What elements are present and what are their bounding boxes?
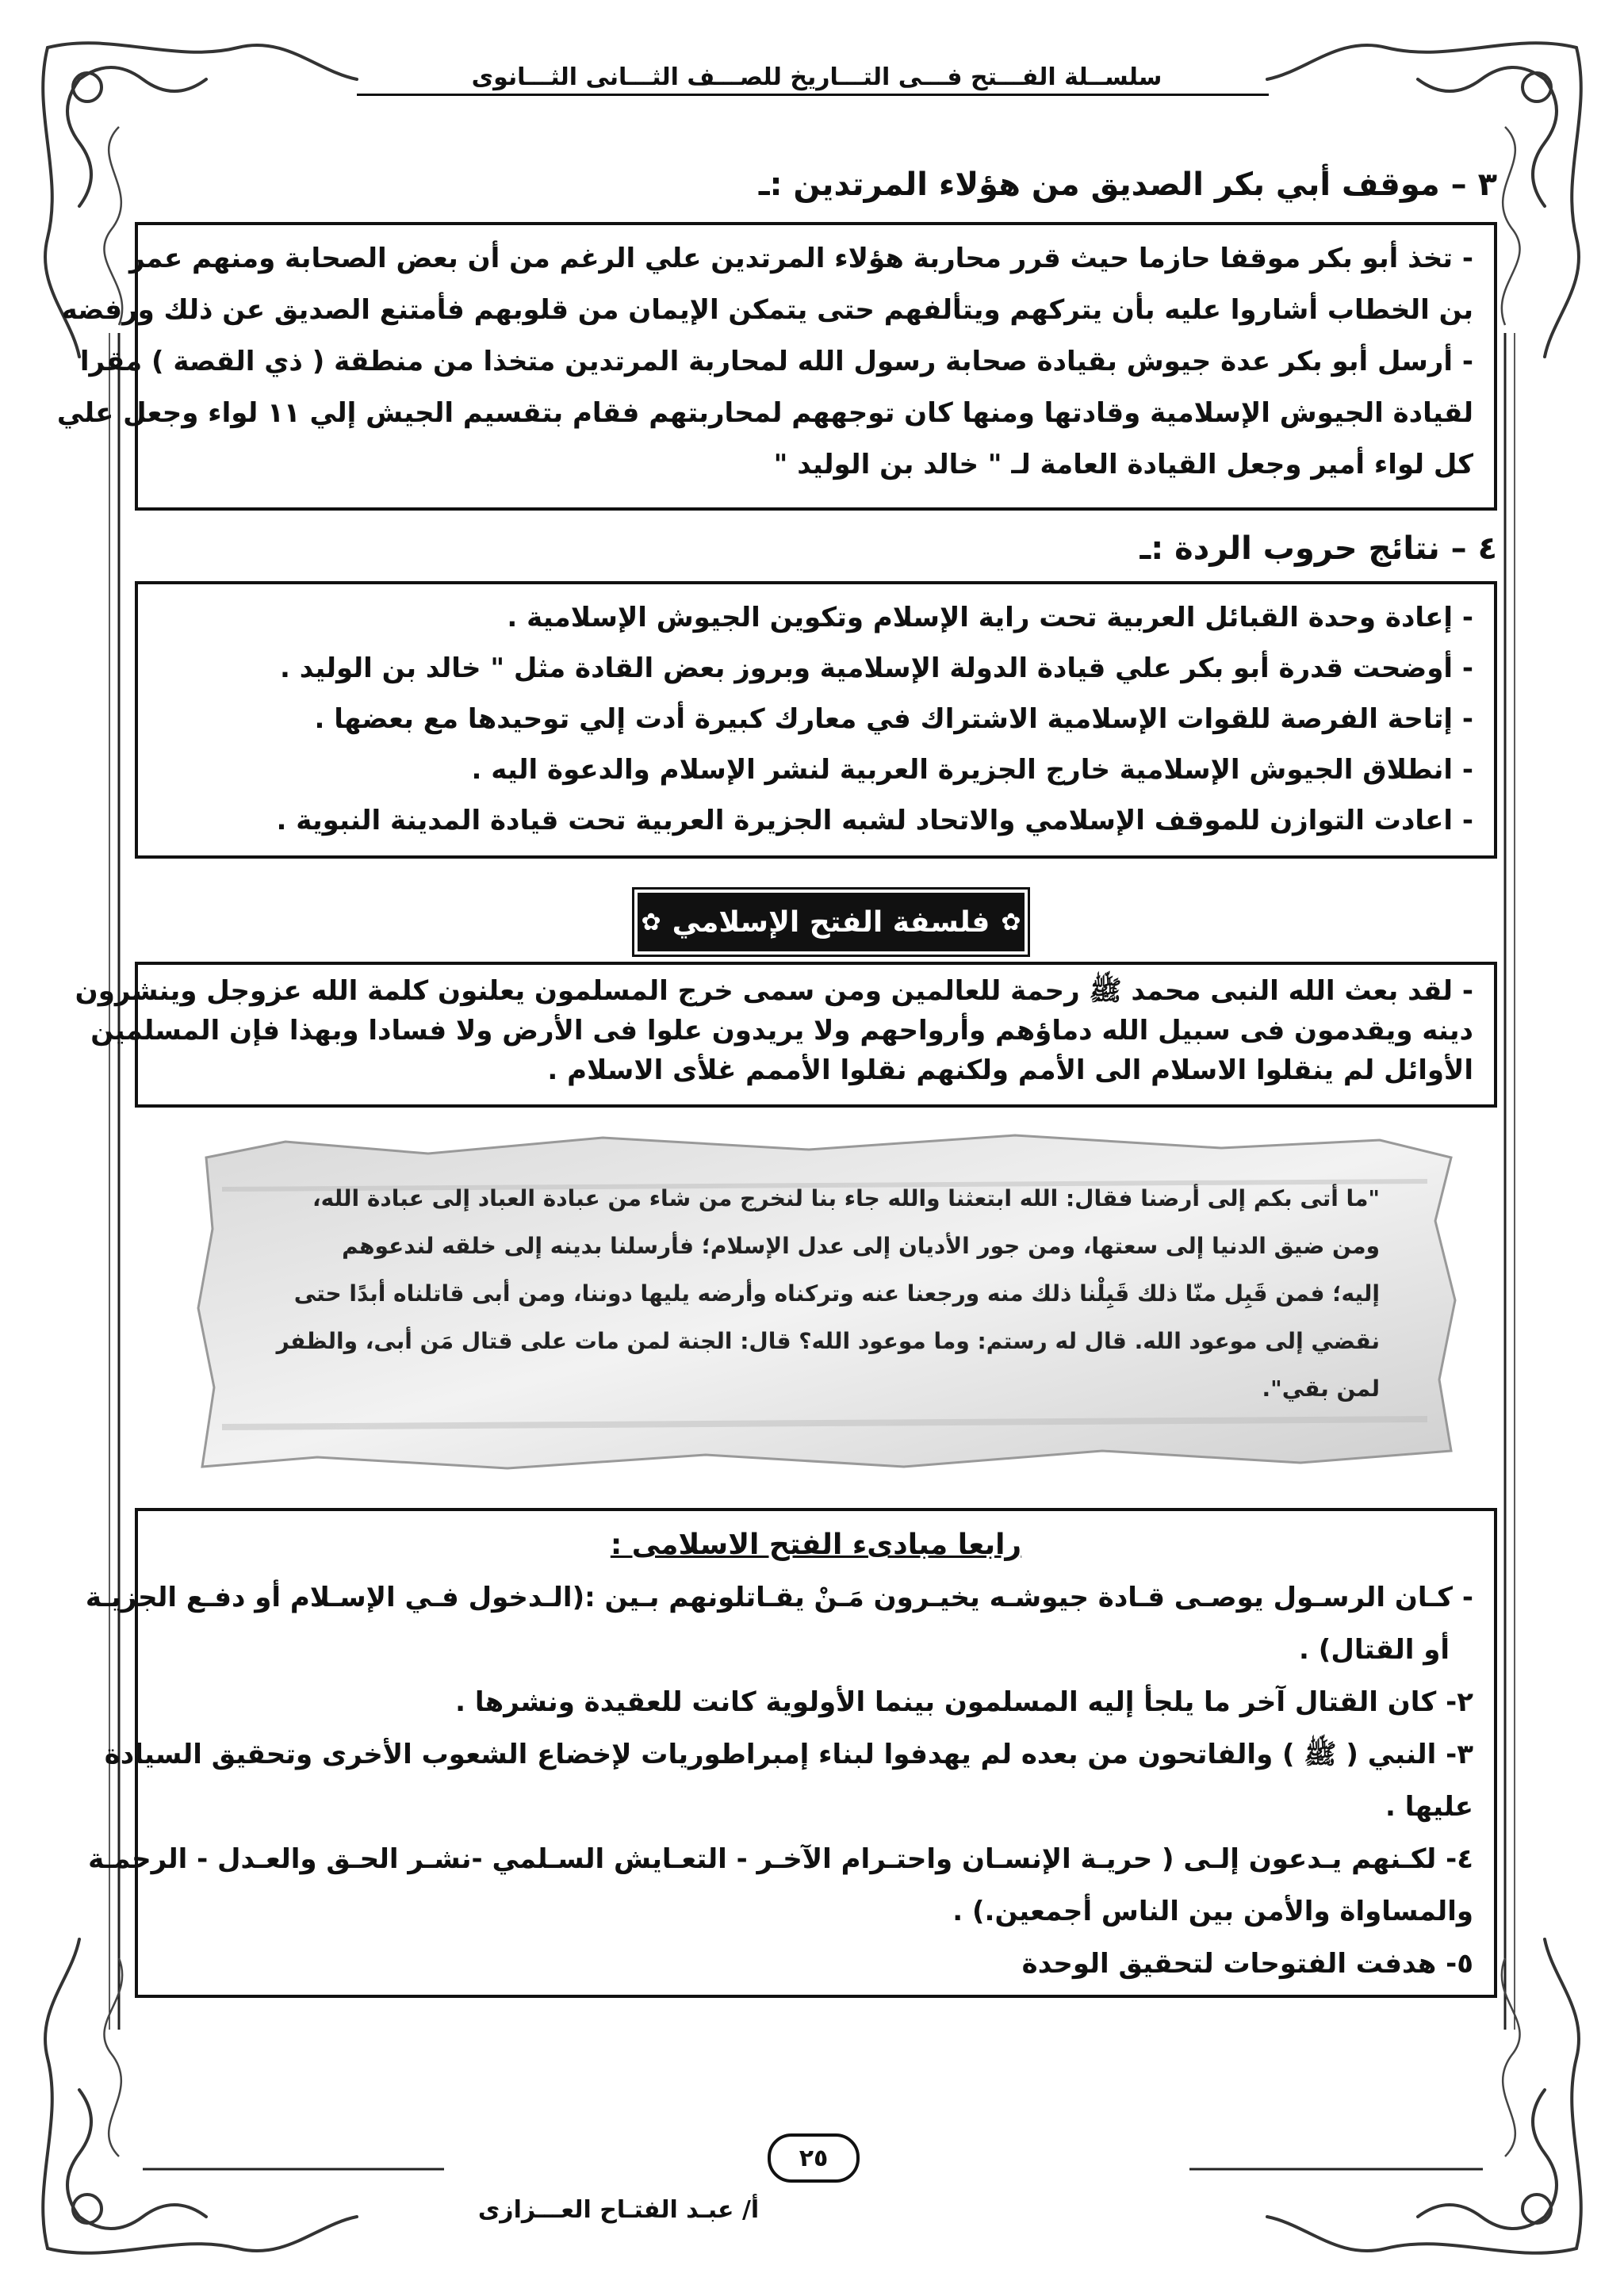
flower-ornament-icon: ✿ bbox=[1001, 908, 1021, 936]
section3-line: - أرسل أبو بكر عدة جيوش بقيادة صحابة رسول الله لمحاربة المرتدين متخذا من منطقة ( ذي القصة ) مقرا bbox=[79, 346, 1473, 377]
series-title: سلســلة الفـــتح فـــى التـــاريخ للصـــف الثـــانى الثـــانوى bbox=[471, 63, 1162, 91]
quote-line: نقضي إلى موعود الله. قال له رستم: وما موعود الله؟ قال: الجنة لمن مات على قتال مَن أبى، والظفر bbox=[276, 1328, 1380, 1354]
principle-line: - كـان الرسـول يوصـى قـادة جيوشـه يخيـرون مَـنْ يقـاتلونهم بـين :(الـدخول فـي الإسـلام أو دفـع الجزيـة bbox=[85, 1582, 1473, 1613]
flower-ornament-icon: ✿ bbox=[641, 908, 661, 936]
principle-line: عليها . bbox=[1385, 1791, 1473, 1823]
result-item: - انطلاق الجيوش الإسلامية خارج الجزيرة العربية لنشر الإسلام والدعوة اليه . bbox=[471, 754, 1473, 786]
header-rule bbox=[357, 94, 1269, 96]
principles-box bbox=[85, 1508, 1497, 1998]
principles-heading-text: رابعا مبادىء الفتح الاسلامى : bbox=[610, 1529, 1022, 1561]
quote-line: "ما أتى بكم إلى أرضنا فقال: الله ابتعثنا والله جاء بنا لنخرج من شاء من عبادة العباد إلى عبادة الله، bbox=[312, 1185, 1380, 1211]
section3-line: - تخذ أبو بكر موقفا حازما حيث قرر محاربة هؤلاء المرتدين علي الرغم من أن بعض الصحابة ومنهم عمر bbox=[129, 243, 1473, 274]
quote-text bbox=[254, 1175, 1380, 1413]
philosophy-line: الأوائل لم ينقلوا الاسلام الى الأمم ولكنهم نقلوا الأممم غلأى الاسلام . bbox=[547, 1054, 1473, 1086]
result-item: - إعادة وحدة القبائل العربية تحت راية الإسلام وتكوين الجيوش الإسلامية . bbox=[507, 602, 1473, 633]
author-name: أ/ عبـد الفتـاح العـــزازى bbox=[477, 2196, 760, 2224]
section3-line: بن الخطاب أشاروا عليه بأن يتركهم ويتألفهم حتى يتمكن الإيمان من قلوبهم فأمتنع الصديق عن ذلك ورفضه bbox=[61, 294, 1473, 326]
quote-line: ومن ضيق الدنيا إلى سعتها، ومن جور الأديان إلى عدل الإسلام؛ فأرسلنا بدينه إلى خلقه لندعوهم bbox=[342, 1233, 1380, 1259]
section4-heading: ٤ – نتائج حروب الردة :ـ bbox=[1139, 530, 1497, 567]
philosophy-line: دينه ويقدمون فى سبيل الله دماؤهم وأرواحهم ولا يريدون علوا فى الأرض ولا فسادا وبهذا فإن المسلمين bbox=[90, 1015, 1473, 1047]
quote-line: لمن بقي". bbox=[1262, 1376, 1380, 1402]
section3-line: كل لواء أمير وجعل القيادة العامة لـ " خالد بن الوليد " bbox=[773, 449, 1473, 480]
section3-heading: ٣ – موقف أبي بكر الصديق من هؤلاء المرتدين :ـ bbox=[758, 166, 1497, 203]
principle-line: ٢- كان القتال آخر ما يلجأ إليه المسلمون بينما الأولوية كانت للعقيدة ونشرها . bbox=[455, 1686, 1473, 1718]
quote-line: إليه؛ فمن قَبِل منّا ذلك قَبِلْنا ذلك منه ورجعنا عنه وتركناه وأرضه يليها دوننا، ومن أبى قاتلناه أبدًا حتى bbox=[293, 1280, 1380, 1307]
philosophy-banner bbox=[638, 893, 1025, 951]
section3-line: لقيادة الجيوش الإسلامية وقادتها ومنها كان توجههم لمحاربتهم فقام بتقسيم الجيش إلي ١١ لواء وجعل علي bbox=[56, 397, 1473, 429]
philosophy-box bbox=[75, 962, 1497, 1108]
principles-heading bbox=[159, 1519, 1473, 1571]
principle-line: أو القتال) . bbox=[1299, 1634, 1450, 1666]
result-item: - إتاحة الفرصة للقوات الإسلامية الاشتراك في معارك كبيرة أدت إلي توحيدها مع بعضها . bbox=[314, 703, 1473, 735]
principle-line: ٣- النبي ( ﷺ ) والفاتحون من بعده لم يهدفوا لبناء إمبراطوريات لإخضاع الشعوب الأخرى وتحقيق السيادة bbox=[104, 1739, 1473, 1770]
principle-line: والمساواة والأمن بين الناس أجمعين.) . bbox=[952, 1896, 1473, 1927]
result-item: - أوضحت قدرة أبو بكر علي قيادة الدولة الإسلامية وبروز بعض القادة مثل " خالد بن الوليد . bbox=[280, 652, 1473, 684]
section3-box bbox=[56, 222, 1497, 511]
page-number: ٢٥ bbox=[768, 2133, 860, 2183]
parchment-quote bbox=[190, 1126, 1459, 1475]
principle-line: ٤- لكـنهم يـدعون إلـى ( حريـة الإنسـان واحتـرام الآخـر - التعـايش السـلمي -نشـر الحـق والعـدل - الرحمـة bbox=[88, 1843, 1473, 1875]
section4-box bbox=[135, 581, 1497, 859]
banner-title: فلسفة الفتح الإسلامي bbox=[672, 905, 990, 939]
principle-line: ٥- هدفت الفتوحات لتحقيق الوحدة bbox=[1021, 1948, 1473, 1980]
result-item: - اعادت التوازن للموقف الإسلامي والاتحاد لشبه الجزيرة العربية تحت قيادة المدينة النبوية . bbox=[276, 805, 1473, 836]
philosophy-line: - لقد بعث الله النبى محمد ﷺ رحمة للعالمين ومن سمى خرج المسلمون يعلنون كلمة الله عزوجل وينشرون bbox=[75, 975, 1473, 1007]
